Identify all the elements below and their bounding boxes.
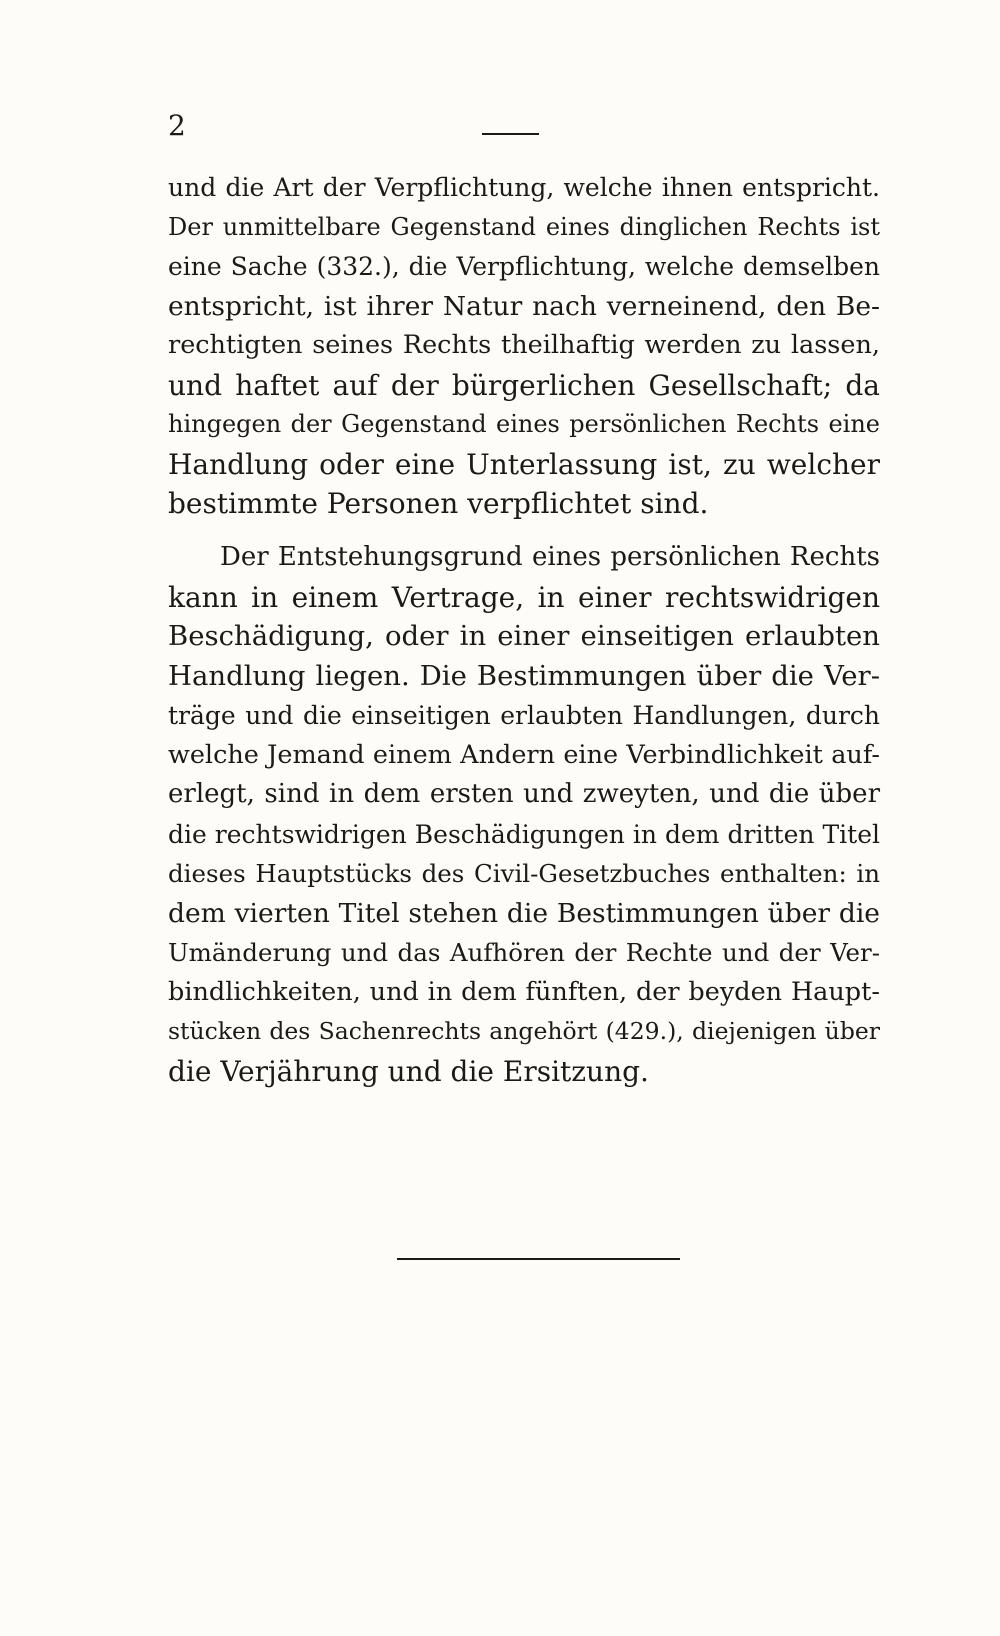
text-line: erlegt, sind in dem ersten und zweyten, und die über [168,779,880,809]
text-line: stücken des Sachenrechts angehört (429.), diejenigen über [168,1017,880,1045]
text-line: die Verjährung und die Ersitzung. [168,1054,649,1088]
page-number: 2 [168,109,186,142]
text-line: Umänderung und das Aufhören der Rechte und der Ver- [168,938,880,967]
text-line: Beschädigung, oder in einer einseitigen erlaubten [168,620,880,652]
paragraph-1 [168,168,880,524]
text-line: eine Sache (332.), die Verpflichtung, welche demselben [168,252,880,281]
text-line: Der unmittelbare Gegenstand eines dinglichen Rechts ist [168,212,880,241]
text-line: entspricht, ist ihrer Natur nach verneinend, den Be- [168,290,880,322]
text-line: und die Art der Verpflichtung, welche ihnen entspricht. [168,173,880,202]
header-rule [482,133,539,135]
text-line: Handlung oder eine Unterlassung ist, zu welcher [168,447,880,481]
text-line: rechtigten seines Rechts theilhaftig werden zu lassen, [168,330,880,360]
text-line: bestimmte Personen verpflichtet sind. [168,487,709,520]
text-line: träge und die einseitigen erlaubten Handlungen, durch [168,701,880,730]
text-line: dieses Hauptstücks des Civil-Gesetzbuches enthalten: in [168,859,880,888]
text-line: die rechtswidrigen Beschädigungen in dem dritten Titel [168,819,880,849]
text-line: welche Jemand einem Andern eine Verbindlichkeit auf- [168,739,880,770]
end-rule [397,1258,680,1260]
text-line: dem vierten Titel stehen die Bestimmungen über die [168,897,880,929]
text-line: kann in einem Vertrage, in einer rechtswidrigen [168,580,880,614]
text-line: Der Entstehungsgrund eines persönlichen Rechts [220,542,880,572]
text-line: bindlichkeiten, und in dem fünften, der beyden Haupt- [168,976,880,1007]
paragraph-2 [168,538,880,1091]
text-line: und haftet auf der bürgerlichen Gesellschaft; da [168,368,880,402]
text-line: Handlung liegen. Die Bestimmungen über die Ver- [168,659,880,692]
text-line: hingegen der Gegenstand eines persönlichen Rechts eine [168,410,880,438]
